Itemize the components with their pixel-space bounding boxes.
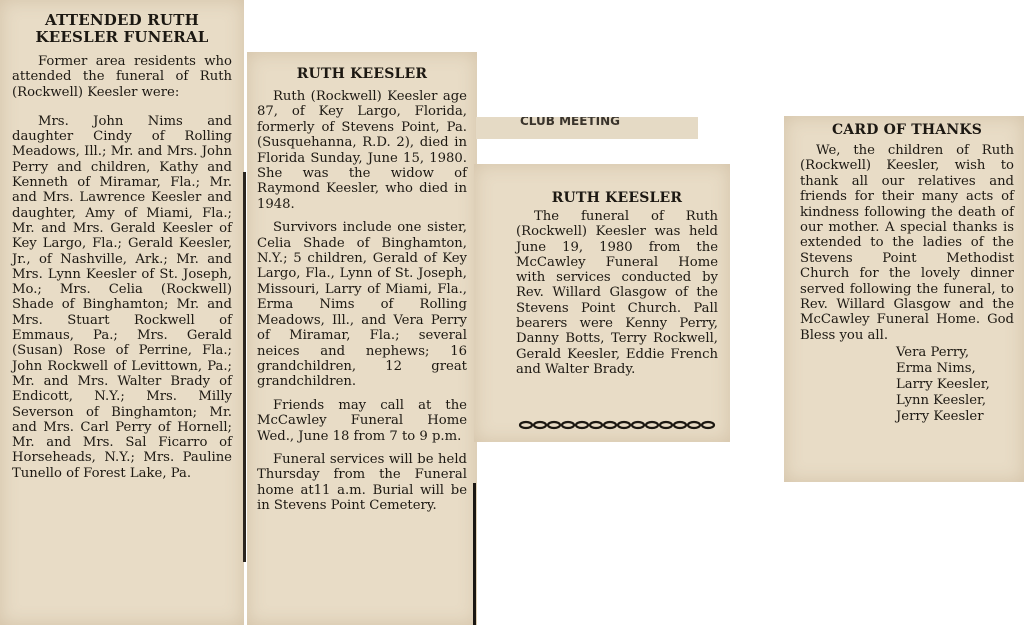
signer-name: Jerry Keesler: [896, 409, 984, 425]
clipping-funeral-notice: [474, 164, 730, 442]
clipping-title: CARD OF THANKS: [831, 122, 983, 138]
column-rule: [243, 172, 246, 562]
signer-name: Vera Perry,: [896, 345, 970, 361]
page-edge-rule: [473, 483, 476, 625]
clipping-obituary: [247, 52, 477, 625]
clipping-body: We, the children of Ruth (Rockwell) Keesler, wish to thank all our relatives and friends for their many acts of kindness following the death of our mother. A special thanks is extended to the ladies of the Stevens Point Methodist Church for the lovely dinner served following the funeral, to Rev. Willard Glasgow and the McCawley Funeral Home. God Bless you all.: [800, 143, 1014, 343]
clipping-intro: Former area residents who attended the funeral of Ruth (Rockwell) Keesler were:: [12, 54, 232, 100]
chain-divider-icon: [518, 420, 720, 430]
clipping-title: RUTH KEESLER: [551, 190, 683, 206]
signer-name: Lynn Keesler,: [896, 393, 987, 409]
obituary-paragraph: Survivors include one sister, Celia Shade of Binghamton, N.Y.; 5 children, Gerald of Key Largo, Fla., Lynn of St. Joseph, Missouri, Larry of Miami, Fla., Erma Nims of Rolling Meadows, Ill., and Vera Perry of Miramar, Fla.; several neices and nephews; 16 grandchildren, 12 great grandchildren.: [257, 220, 467, 390]
signers-list: [800, 345, 1014, 425]
clipping-body: Mrs. John Nims and daughter Cindy of Rolling Meadows, Ill.; Mr. and Mrs. John Perry and children, Kathy and Kenneth of Miramar, Fla.; Mr. and Mrs. Lawrence Keesler and daughter, Amy of Miami, Fla.; Mr. and Mrs. Gerald Keesler of Key Largo, Fla.; Gerald Keesler, Jr., of Nashville, Ark.; Mr. and Mrs. Lynn Keesler of St. Joseph, Mo.; Mrs. Celia (Rockwell) Shade of Binghamton; Mr. and Mrs. Stuart Rockwell of Emmaus, Pa.; Mrs. Gerald (Susan) Rose of Perrine, Fla.; John Rockwell of Levittown, Pa.; Mr. and Mrs. Walter Brady of Endicott, N.Y.; Mrs. Milly Severson of Binghamton; Mr. and Mrs. Carl Perry of Hornell; Mr. and Mrs. Sal Ficarro of Horseheads, N.Y.; Mrs. Pauline Tunello of Forest Lake, Pa.: [12, 113, 232, 481]
signer-name: Erma Nims,: [896, 361, 976, 377]
obituary-paragraph: Friends may call at the McCawley Funeral Home Wed., June 18 from 7 to 9 p.m.: [257, 397, 467, 444]
strip-heading: CLUB MEETING: [520, 117, 620, 128]
obituary-paragraph: Funeral services will be held Thursday from the Funeral home at11 a.m. Burial will be in Stevens Point Cemetery.: [257, 451, 467, 514]
clipping-card-of-thanks: [784, 116, 1024, 482]
clipping-body: The funeral of Ruth (Rockwell) Keesler was held June 19, 1980 from the McCawley Funeral Home with services conducted by Rev. Willard Glasgow of the Stevens Point Church. Pall bearers were Kenny Perry, Danny Botts, Terry Rockwell, Gerald Keesler, Eddie French and Walter Brady.: [516, 209, 718, 377]
clipping-attended-funeral: [0, 0, 244, 625]
clipping-title: RUTH KEESLER: [296, 66, 428, 82]
clipping-title: ATTENDED RUTH KEESLER FUNERAL: [35, 11, 209, 46]
signer-name: Larry Keesler,: [896, 377, 990, 393]
clipping-strip-club-meeting: [476, 117, 698, 139]
obituary-paragraph: Ruth (Rockwell) Keesler age 87, of Key Largo, Florida, formerly of Stevens Point, Pa. (Susquehanna, R.D. 2), died in Florida Sunday, June 15, 1980. She was the widow of Raymond Keesler, who died in 1948.: [257, 89, 467, 212]
